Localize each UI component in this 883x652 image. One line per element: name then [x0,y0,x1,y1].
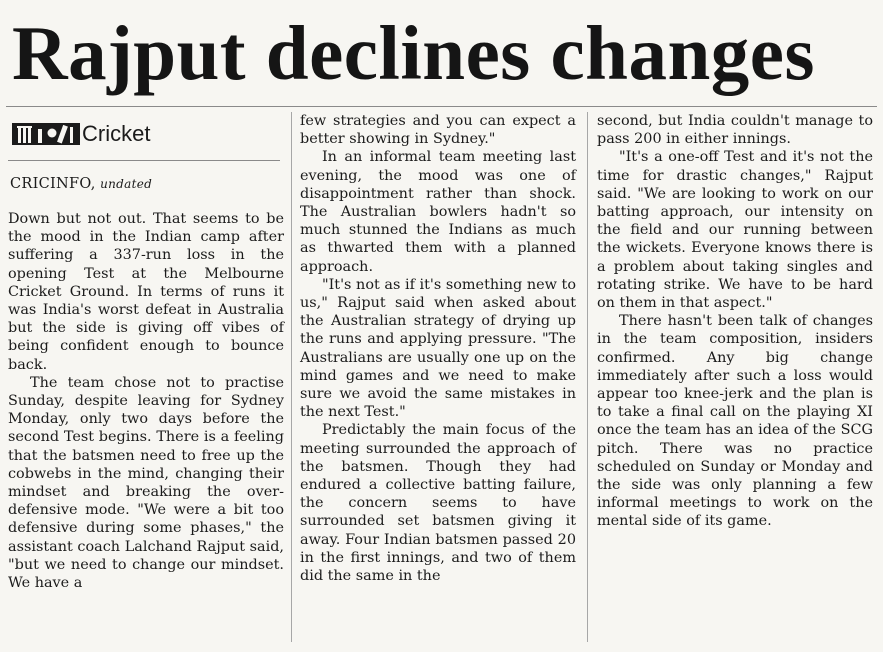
cricket-icon [12,119,80,149]
paragraph: The team chose not to practise Sunday, despite leaving for Sydney Monday, only two days before the second Test begins. There is a feeling that the batsmen need to free up the cobwebs in the mind, changing their mindset and breaking the over-defensive mode. "We were a bit too defensive during some phases," the assistant coach Lalchand Rajput said, "but we need to change our mindset. We have a [8,374,284,592]
paragraph: There hasn't been talk of changes in the team composition, insiders confirmed. Any big change immediately after such a loss would appear too knee-jerk and the plan is to take a final call on the playing XI once the team has an idea of the SCG pitch. There was no practice scheduled on Sunday or Monday and the side was only planning a few informal meetings to work on the mental side of its game. [597,313,873,530]
paragraph: "It's a one-off Test and it's not the time for drastic changes," Rajput said. "We are looking to work on our batting approach, our intensity on the field and our running between the wickets. Everyone knows there is a problem about taking singles and rotating strike. We have to be hard on them in that aspect." [597,149,873,312]
paragraph: Predictably the main focus of the meeting surrounded the approach of the batsmen. Though they had endured a collective batting failure, the concern seems to have surrounded set batsmen giving it away. Four Indian batsmen passed 20 in the first innings, and two of them did the same in the [300,422,576,585]
paragraph: Down but not out. That seems to be the mood in the Indian camp after suffering a 337-run loss in the opening Test at the Melbourne Cricket Ground. In terms of runs it was India's worst defeat in Australia but the side is giving off vibes of being confident enough to bounce back. [8,211,284,373]
paragraph: second, but India couldn't manage to pass 200 in either innings. [597,113,873,148]
section-title: Cricket [82,121,151,146]
dateline [10,176,152,192]
section-rule [8,160,280,161]
paragraph: In an informal team meeting last evening, the mood was one of disappointment rather than shock. The Australian bowlers hadn't so much stunned the Indians as much as thwarted them with a planned approach. [300,149,576,275]
section-label [12,116,282,152]
column-divider [587,112,588,642]
column-2 [300,112,576,585]
column-3 [597,112,873,531]
headline: Rajput declines changes [12,10,815,96]
column-1 [8,210,284,592]
dateline-source: CRICINFO, [10,176,96,192]
paragraph: "It's not as if it's something new to us," Rajput said when asked about the Australian strategy of drying up the runs and applying pressure. "The Australians are usually one up on the mind games and we need to make sure we avoid the same mistakes in the next Test." [300,276,576,421]
paragraph: few strategies and you can expect a better showing in Sydney." [300,113,576,148]
column-divider [291,112,292,642]
headline-rule [6,106,877,107]
dateline-note: undated [100,177,153,191]
